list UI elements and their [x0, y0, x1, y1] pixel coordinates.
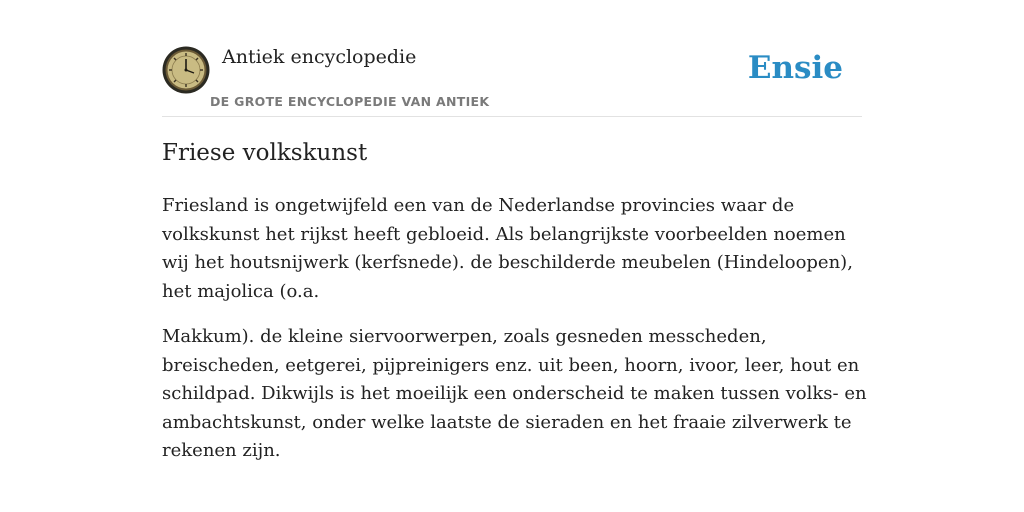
article-paragraph: Friesland is ongetwijfeld een van de Nederlandse provincies waar de volkskunst het rijkst heeft gebloeid. Als belangrijkste voorbeelden noemen wij het houtsnijwerk (kerfsnede). de beschilderde meubelen (Hindeloopen), het majolica (o.a.: [162, 195, 853, 302]
antique-clock-icon[interactable]: [162, 46, 210, 94]
article-body: [162, 192, 867, 483]
article-paragraph: Makkum). de kleine siervoorwerpen, zoals gesneden messcheden, breischeden, eetgerei, pijpreinigers enz. uit been, hoorn, ivoor, leer, hout en schildpad. Dikwijls is het moeilijk een onderscheid te maken tussen volks- en ambachtskunst, onder welke laatste de sieraden en het fraaie zilverwerk te rekenen zijn.: [162, 326, 867, 461]
site-header: [162, 46, 862, 117]
ensie-brand-link[interactable]: Ensie: [747, 50, 843, 86]
site-subtitle: DE GROTE ENCYCLOPEDIE VAN ANTIEK: [210, 94, 490, 109]
article-title: Friese volkskunst: [162, 140, 368, 166]
site-title[interactable]: Antiek encyclopedie: [222, 46, 417, 68]
